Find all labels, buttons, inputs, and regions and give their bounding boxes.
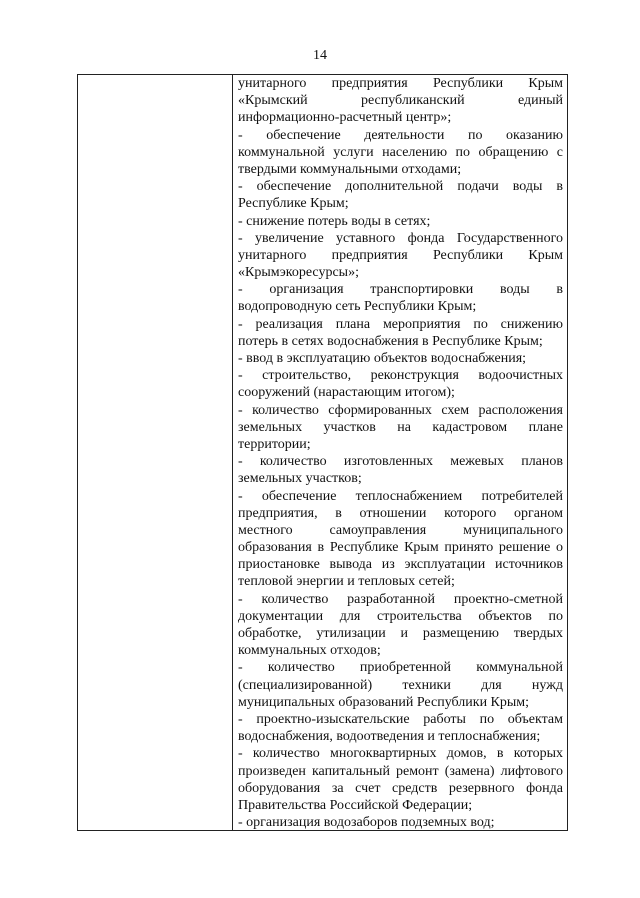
text-line: - количество сформированных схем расположения [238,402,563,418]
text-line: территории; [238,436,311,452]
text-line: оборудования за счет средств резервного фонда [238,780,563,796]
text-line: произведен капитальный ремонт (замена) лифтового [238,763,563,779]
text-line: - количество многоквартирных домов, в которых [238,746,563,762]
text-line: - количество изготовленных межевых планов [238,454,563,470]
text-line: «Крымэкоресурсы»; [238,265,359,281]
text-line: потерь в сетях водоснабжения в Республике Крым; [238,333,543,349]
text-line: - проектно-изыскательские работы по объектам [238,711,563,727]
text-line: земельных участков; [238,471,362,487]
text-line: документации для строительства объектов по [238,608,563,624]
text-line: приостановке вывода из эксплуатации источников [238,557,563,573]
text-line: коммунальной услуги населению по обращению с [238,144,563,160]
text-line: - обеспечение дополнительной подачи воды в [238,179,563,195]
text-line: «Крымский республиканский единый [238,93,563,109]
text-line: тепловой энергии и тепловых сетей; [238,574,455,590]
page-number: 14 [313,48,327,63]
text-line: земельных участков на кадастровом плане [238,419,563,435]
text-line: твердыми коммунальными отходами; [238,161,462,177]
text-line: - обеспечение теплоснабжением потребителей [238,488,563,504]
text-line: водопроводную сеть Республики Крым; [238,299,477,315]
text-line: сооружений (нарастающим итогом); [238,385,455,401]
text-line: обработке, утилизации и размещению твердых [238,626,563,641]
text-line: унитарного предприятия Республики Крым [238,247,563,263]
text-line: - реализация плана мероприятия по снижению [238,316,563,332]
column-divider [232,75,233,830]
text-line: - увеличение уставного фонда Государственного [238,230,563,246]
text-line: Республике Крым; [238,196,349,212]
text-line: - строительство, реконструкция водоочистных [238,368,563,384]
document-table [77,74,568,831]
text-line: Правительства Российской Федерации; [238,797,473,813]
text-line: предприятия, в отношении которого органом [238,505,563,521]
text-line: информационно-расчетный центр»; [238,110,452,126]
text-line: - обеспечение деятельности по оказанию [238,127,563,143]
text-line: коммунальных отходов; [238,643,381,659]
text-line: - организация транспортировки воды в [238,282,563,298]
text-line: - количество разработанной проектно-сметной [238,591,563,607]
text-line: - ввод в эксплуатацию объектов водоснабжения; [238,351,527,366]
table-cell-right-text [238,75,563,831]
text-line: водоснабжения, водоотведения и теплоснабжения; [238,729,541,745]
text-line: местного самоуправления муниципального [238,522,563,538]
text-line: образования в Республике Крым принято решение о [238,540,563,556]
text-line: - организация водозаборов подземных вод; [238,815,495,831]
text-line: муниципальных образований Республики Крым; [238,694,530,710]
text-line: унитарного предприятия Республики Крым [238,76,563,91]
text-line: - снижение потерь воды в сетях; [238,213,431,229]
text-line: - количество приобретенной коммунальной [238,660,563,676]
text-line: (специализированной) техники для нужд [238,677,563,693]
